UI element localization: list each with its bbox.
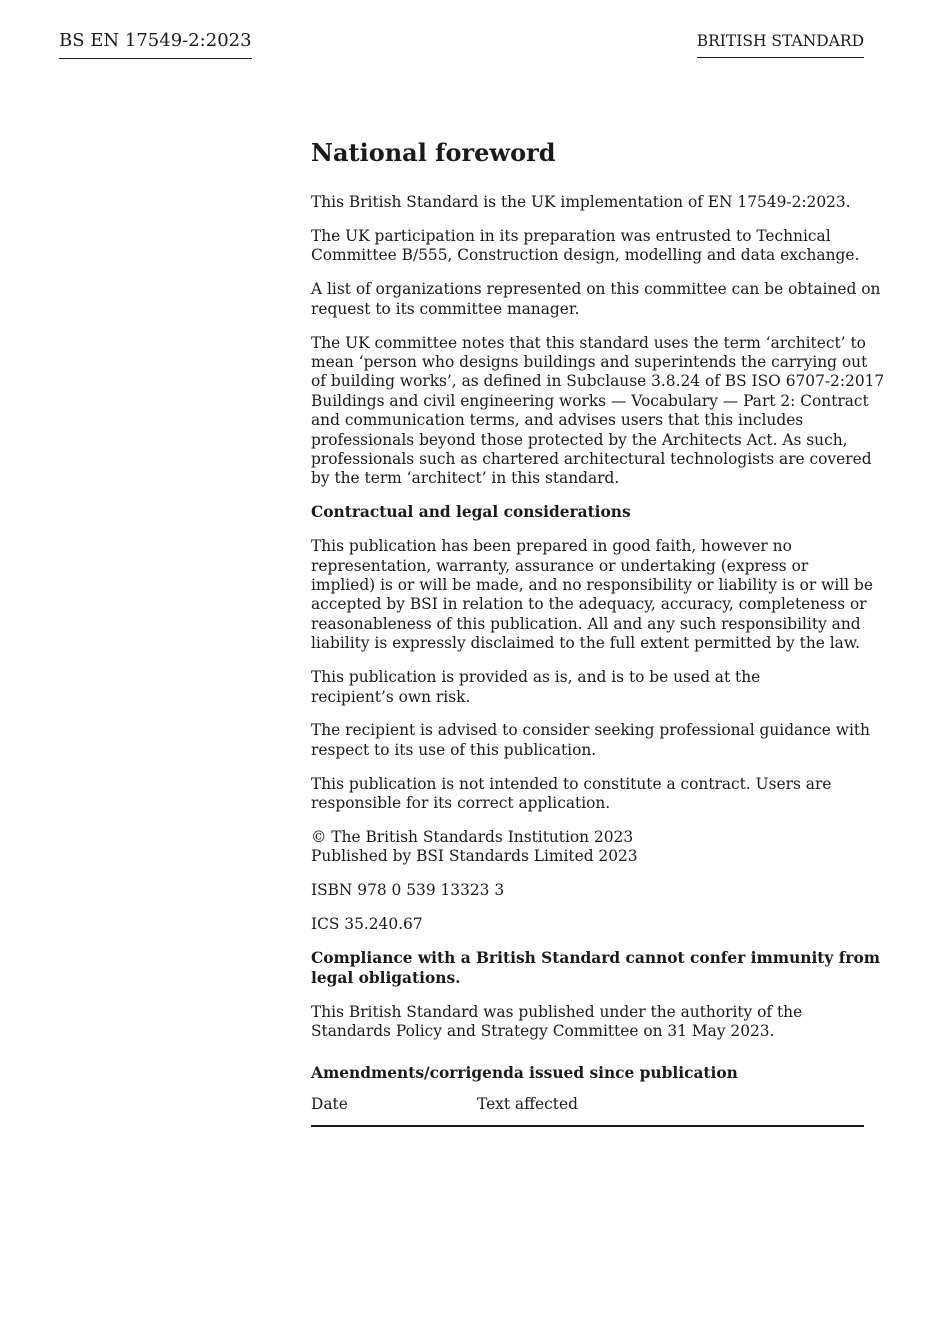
page-title: National foreword xyxy=(311,138,556,167)
paragraph-contract: This publication is not intended to constitute a contract. Users are responsible for its correct application. xyxy=(311,774,832,813)
paragraph-implementation: This British Standard is the UK implementation of EN 17549-2:2023. xyxy=(311,193,851,211)
legal-considerations-heading: Contractual and legal considerations xyxy=(311,503,631,522)
compliance-notice: Compliance with a British Standard cannot confer immunity from legal obligations. xyxy=(311,949,880,987)
paragraph-good-faith: This publication has been prepared in good faith, however no representation, warranty, assurance or undertaking (express or implied) is or will be made, and no responsibility or liability is or will be accepted by BSI in relation to the adequacy, accuracy, completeness or reasonableness of this publication. All and any such responsibility and liability is expressly disclaimed to the full extent permitted by the law. xyxy=(311,537,873,653)
document-id: BS EN 17549-2:2023 xyxy=(59,30,252,59)
paragraph-guidance: The recipient is advised to consider seeking professional guidance with respect to its use of this publication. xyxy=(311,721,870,759)
paragraph-organizations: A list of organizations represented on this committee can be obtained on request to its committee manager. xyxy=(311,280,881,318)
ics-code: ICS 35.240.67 xyxy=(311,915,423,934)
authority-notice: This British Standard was published under the authority of the Standards Policy and Strategy Committee on 31 May 2023. xyxy=(311,1002,803,1040)
paragraph-participation: The UK participation in its preparation was entrusted to Technical Committee B/555, Construction design, modelling and data exchange. xyxy=(311,226,860,265)
column-header-date: Date xyxy=(311,1094,348,1113)
isbn: ISBN 978 0 539 13323 3 xyxy=(311,881,505,900)
column-header-text-affected: Text affected xyxy=(477,1094,578,1113)
amendments-heading: Amendments/corrigenda issued since publication xyxy=(311,1064,738,1083)
paragraph-own-risk: This publication is provided as is, and is to be used at the recipient’s own risk. xyxy=(311,668,761,706)
document-series: BRITISH STANDARD xyxy=(697,31,864,58)
amendments-table xyxy=(311,1095,864,1127)
paragraph-architect-term: The UK committee notes that this standard uses the term ‘architect’ to mean ‘person who designs buildings and superintends the carrying out of building works’, as defined in Subclause 3.8.24 of BS ISO 6707-2:2017 Buildings and civil engineering works — Vocabulary — Part 2: Contract and communication terms, and advises users that this includes professionals beyond those protected by the Architects Act. As such, professionals such as chartered architectural technologists are covered by the term ‘architect’ in this standard. xyxy=(311,333,885,488)
national-foreword xyxy=(311,136,885,1127)
copyright-notice: © The British Standards Institution 2023 Published by BSI Standards Limited 2023 xyxy=(311,828,638,866)
